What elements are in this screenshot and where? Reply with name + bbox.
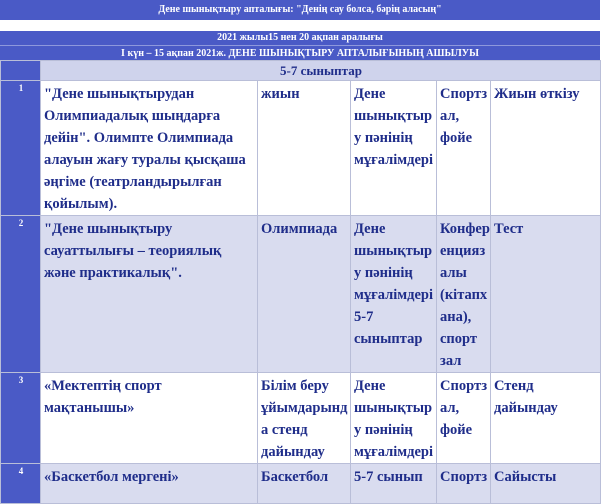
event-cell: "Дене шынықтыру сауаттылығы – теориялық және практикалық".: [41, 216, 258, 373]
place-cell: Спортз ал, фойе: [437, 373, 491, 464]
event-cell: «Баскетбол мергені»: [41, 464, 258, 504]
result-cell: Сайысты: [491, 464, 601, 504]
row-number: 4: [1, 464, 41, 504]
result-cell: Стенд дайындау: [491, 373, 601, 464]
row-number: 3: [1, 373, 41, 464]
day-heading: І күн – 15 ақпан 2021ж. ДЕНЕ ШЫНЫҚТЫРУ АПТАЛЫҒЫНЫҢ АШЫЛУЫ: [0, 45, 600, 60]
grade-row: [1, 61, 601, 81]
place-cell: Конфер енцияз алы (кітапх ана), спорт зал: [437, 216, 491, 373]
form-cell: Баскетбол: [258, 464, 351, 504]
responsible-cell: Дене шынықтыр у пәнінің мұғалімдері 5-7 сыныптар: [351, 216, 437, 373]
responsible-cell: 5-7 сынып: [351, 464, 437, 504]
date-range: 2021 жылы15 нен 20 ақпан аралығы: [0, 31, 600, 45]
place-cell: Спортз ал, фойе: [437, 81, 491, 216]
row-number: 2: [1, 216, 41, 373]
form-cell: Білім беру ұйымдарынд а стенд дайындау: [258, 373, 351, 464]
responsible-cell: Дене шынықтыр у пәнінің мұғалімдері: [351, 373, 437, 464]
grade-row-side: [1, 61, 41, 81]
result-cell: Тест: [491, 216, 601, 373]
schedule-table: [0, 60, 601, 504]
table-row: [1, 81, 601, 216]
row-number: 1: [1, 81, 41, 216]
event-cell: "Дене шынықтырудан Олимпиадалық шыңдарға дейін". Олимпте Олимпиада алауын жағу туралы қысқаша әңгіме (театрландырылған қойылым).: [41, 81, 258, 216]
table-row: [1, 216, 601, 373]
table-row: [1, 464, 601, 504]
responsible-cell: Дене шынықтыр у пәнінің мұғалімдері: [351, 81, 437, 216]
form-cell: Олимпиада: [258, 216, 351, 373]
plan-title: Дене шынықтыру апталығы: "Денің сау болса, бәрің аласың": [0, 0, 600, 20]
place-cell: Спортз: [437, 464, 491, 504]
result-cell: Жиын өткізу: [491, 81, 601, 216]
grade-label: 5-7 сыныптар: [41, 61, 601, 81]
event-cell: «Мектептің спорт мақтанышы»: [41, 373, 258, 464]
table-row: [1, 373, 601, 464]
form-cell: жиын: [258, 81, 351, 216]
title-gap: [0, 20, 600, 31]
